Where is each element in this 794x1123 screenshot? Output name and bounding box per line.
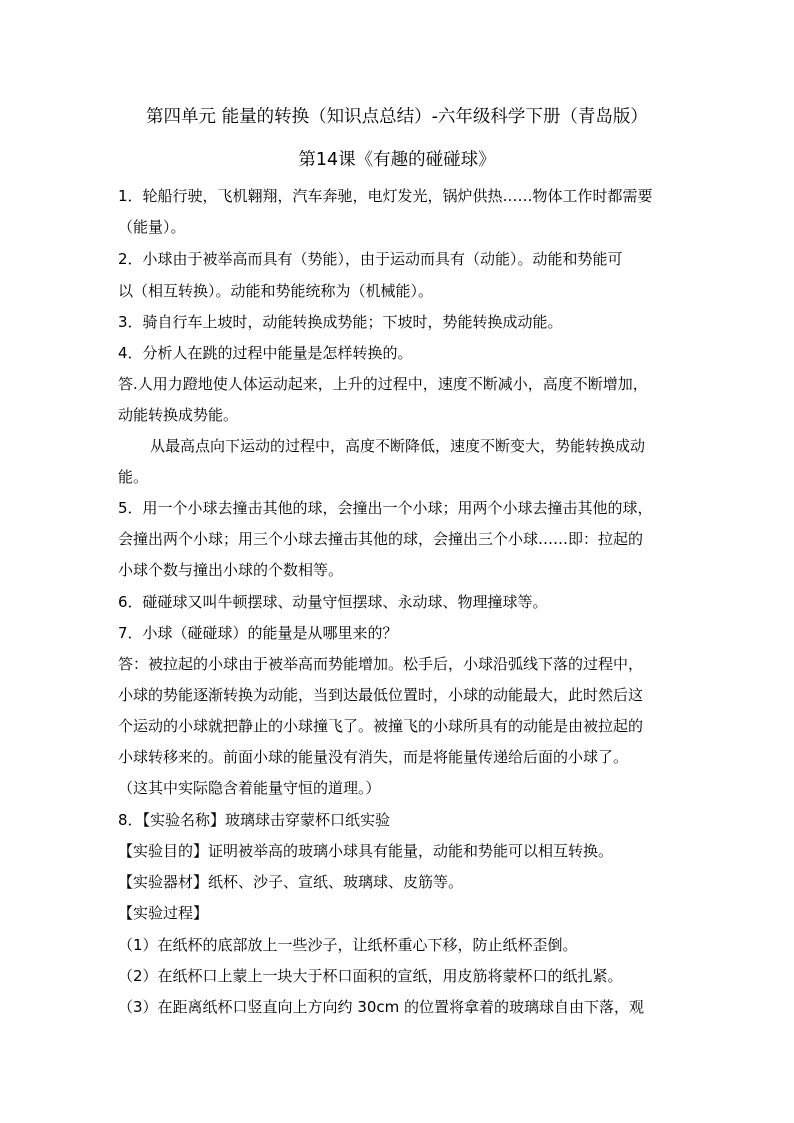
text-line: 2．小球由于被举高而具有（势能），由于运动而具有（动能）。动能和势能可 — [118, 250, 623, 268]
text-line: 答：被拉起的小球由于被举高而势能增加。松手后，小球沿弧线下落的过程中， — [118, 655, 644, 673]
text-line: 能。 — [118, 468, 149, 486]
text-line: 小球的势能逐渐转换为动能，当到达最低位置时，小球的动能最大，此时然后这 — [118, 686, 644, 704]
text-line: 会撞出两个小球；用三个小球去撞击其他的球，会撞出三个小球……即：拉起的 — [118, 530, 644, 548]
text-line: 答.人用力蹬地使人体运动起来，上升的过程中，速度不断减小，高度不断增加， — [118, 375, 648, 393]
text-line: 动能转换成势能。 — [118, 406, 239, 424]
text-line: （这其中实际隐含着能量守恒的道理。） — [118, 779, 381, 797]
text-line: 小球转移来的。前面小球的能量没有消失，而是将能量传递给后面的小球了。 — [118, 748, 629, 766]
text-line: 6．碰碰球又叫牛顿摆球、动量守恒摆球、永动球、物理撞球等。 — [118, 593, 548, 611]
text-line: 【实验目的】证明被举高的玻璃小球具有能量，动能和势能可以相互转换。 — [118, 842, 614, 860]
text-line: 小球个数与撞出小球的个数相等。 — [118, 561, 344, 579]
text-line: 【实验过程】 — [118, 904, 209, 922]
text-line: （3）在距离纸杯口竖直向上方向约 30cm 的位置将拿着的玻璃球自由下落，观 — [118, 998, 645, 1016]
text-line: 个运动的小球就把静止的小球撞飞了。被撞飞的小球所具有的动能是由被拉起的 — [118, 717, 644, 735]
text-line: 1．轮船行驶，飞机翱翔，汽车奔驰，电灯发光，锅炉供热……物体工作时都需要 — [118, 187, 653, 205]
text-line: （能量）。 — [118, 218, 186, 236]
text-line: 7．小球（碰碰球）的能量是从哪里来的？ — [118, 624, 398, 642]
lesson-title: 第14课《有趣的碰碰球》 — [298, 150, 496, 170]
text-line: 8．【实验名称】玻璃球击穿蒙杯口纸实验 — [118, 811, 391, 829]
text-line: 3．骑自行车上坡时，动能转换成势能；下坡时，势能转换成动能。 — [118, 313, 563, 331]
text-line: 从最高点向下运动的过程中，高度不断降低，速度不断变大，势能转换成动 — [150, 437, 646, 455]
text-line: 5．用一个小球去撞击其他的球，会撞出一个小球；用两个小球去撞击其他的球， — [118, 499, 653, 517]
text-line: （2）在纸杯口上蒙上一块大于杯口面积的宣纸，用皮筋将蒙杯口的纸扎紧。 — [118, 967, 623, 985]
text-line: 4．分析人在跳的过程中能量是怎样转换的。 — [118, 344, 413, 362]
text-line: 以（相互转换）。动能和势能统称为（机械能）。 — [118, 282, 434, 300]
text-line: 【实验器材】纸杯、沙子、宣纸、玻璃球、皮筋等。 — [118, 873, 464, 891]
text-line: （1）在纸杯的底部放上一些沙子，让纸杯重心下移，防止纸杯歪倒。 — [118, 936, 578, 954]
document-title: 第四单元 能量的转换（知识点总结）-六年级科学下册（青岛版） — [146, 107, 648, 127]
